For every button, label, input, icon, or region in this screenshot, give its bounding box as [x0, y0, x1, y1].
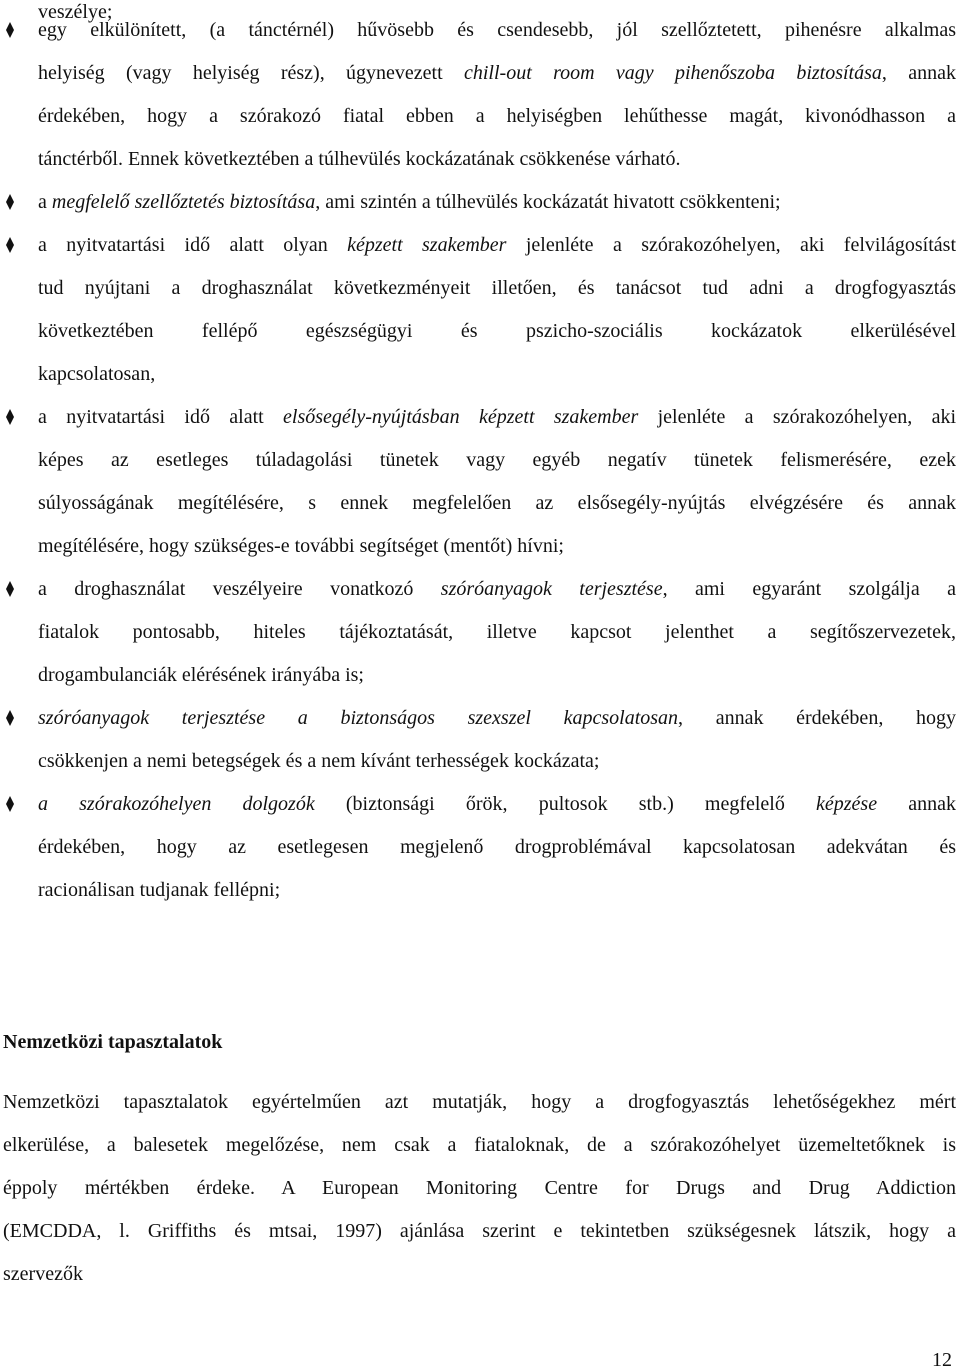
bullet-text-line — [38, 190, 781, 214]
text-span: súlyosságának megítélésére, s ennek megfelelően az elsősegély-nyújtás elvégzésére és annak — [38, 492, 956, 514]
text-span: tánctérből. Ennek következtében a túlhevülés kockázatának csökkenése várható. — [38, 148, 681, 170]
paragraph-line: szervezők — [3, 1263, 83, 1285]
bullet-text-line — [38, 104, 956, 128]
bullet-text-line — [38, 233, 956, 257]
bullet-text-line — [38, 577, 956, 601]
text-span: képes az esetleges túladagolási tünetek vagy egyéb negatív tünetek felismerésére, ezek — [38, 449, 956, 471]
bullet-text-line — [38, 534, 564, 558]
intro-line: veszélye; — [38, 1, 113, 23]
bullet-text-line — [38, 620, 956, 644]
diamond-bullet-icon — [5, 581, 15, 597]
bullet-text-line — [38, 706, 956, 730]
text-span: racionálisan tudjanak fellépni; — [38, 879, 281, 901]
bullet-text-line — [38, 18, 956, 42]
text-span: megítélésére, hogy szükséges-e további segítséget (mentőt) hívni; — [38, 535, 564, 557]
text-span: drogambulanciák elérésének irányába is; — [38, 664, 364, 686]
bullet-text-line — [38, 362, 155, 386]
text-span: érdekében, hogy az esetlegesen megjelenő drogproblémával kapcsolatosan adekvátan és — [38, 836, 956, 858]
bullet-text-line — [38, 491, 956, 515]
diamond-bullet-icon — [5, 194, 15, 210]
bullet-text-line — [38, 276, 956, 300]
text-span: jelenléte a szórakozóhelyen, aki felvilágosítást — [506, 234, 956, 256]
emphasis-text: elsősegély-nyújtásban képzett szakember — [283, 406, 639, 428]
text-span: annak — [877, 793, 956, 815]
bullet-text-line — [38, 405, 956, 429]
emphasis-text: szóróanyagok terjesztése a biztonságos szexszel kapcsolatosan — [38, 707, 679, 729]
diamond-bullet-icon — [5, 409, 15, 425]
text-span: a nyitvatartási idő alatt olyan — [38, 234, 348, 256]
paragraph-line: éppoly mértékben érdeke. A European Monitoring Centre for Drugs and Drug Addiction — [3, 1177, 956, 1199]
text-span: tud nyújtani a droghasználat következményeit illetően, és tanácsot tud adni a drogfogyasztás — [38, 277, 956, 299]
text-span: , annak — [881, 62, 956, 84]
diamond-bullet-icon — [5, 22, 15, 38]
diamond-bullet-icon — [5, 796, 15, 812]
text-span: következtében fellépő egészségügyi és pszicho-szociális kockázatok elkerülésével — [38, 320, 956, 342]
diamond-bullet-icon — [5, 237, 15, 253]
bullet-text-line — [38, 749, 599, 773]
section-heading: Nemzetközi tapasztalatok — [3, 1031, 223, 1053]
text-span: , ami egyaránt szolgálja a — [662, 578, 956, 600]
text-span: a droghasználat veszélyeire vonatkozó — [38, 578, 441, 600]
text-span: fiatalok pontosabb, hiteles tájékoztatását, illetve kapcsot jelenthet a segítőszervezetek, — [38, 621, 956, 643]
paragraph-line: Nemzetközi tapasztalatok egyértelműen azt mutatják, hogy a drogfogyasztás lehetőségekhez mért — [3, 1091, 956, 1113]
text-span: a nyitvatartási idő alatt — [38, 406, 284, 428]
text-span: jelenléte a szórakozóhelyen, aki — [638, 406, 957, 428]
text-span: a — [38, 191, 52, 213]
bullet-text-line — [38, 878, 280, 902]
paragraph-line: (EMCDDA, l. Griffiths és mtsai, 1997) ajánlása szerint e tekintetben szükségesnek látszik, hogy a — [3, 1220, 956, 1242]
bullet-text-line — [38, 319, 956, 343]
emphasis-text: a szórakozóhelyen dolgozók — [38, 793, 315, 815]
text-span: csökkenjen a nemi betegségek és a nem kívánt terhességek kockázata; — [38, 750, 600, 772]
text-span: kapcsolatosan, — [38, 363, 156, 385]
bullet-text-line — [38, 61, 956, 85]
page-number: 12 — [932, 1349, 952, 1371]
diamond-bullet-icon — [5, 710, 15, 726]
bullet-text-line — [38, 835, 956, 859]
emphasis-text: chill-out room vagy pihenőszoba biztosítása — [463, 62, 882, 84]
emphasis-text: képzett szakember — [347, 234, 507, 256]
bullet-text-line — [38, 792, 956, 816]
text-span: helyiség (vagy helyiség rész), úgynevezett — [38, 62, 464, 84]
emphasis-text: képzése — [816, 793, 878, 815]
bullet-text-line — [38, 147, 681, 171]
text-span: (biztonsági őrök, pultosok stb.) megfelelő — [314, 793, 816, 815]
emphasis-text: szóróanyagok terjesztése — [440, 578, 663, 600]
bullet-text-line — [38, 663, 364, 687]
text-span: , annak érdekében, hogy — [678, 707, 956, 729]
bullet-text-line — [38, 448, 956, 472]
text-span: egy elkülönített, (a tánctérnél) hűvösebb és csendesebb, jól szellőztetett, pihenésre alkalmas — [38, 19, 956, 41]
text-span: érdekében, hogy a szórakozó fiatal ebben a helyiségben lehűthesse magát, kivonódhasson a — [38, 105, 956, 127]
text-span: , ami szintén a túlhevülés kockázatát hivatott csökkenteni; — [315, 191, 781, 213]
emphasis-text: megfelelő szellőztetés biztosítása — [51, 191, 316, 213]
paragraph-line: elkerülése, a balesetek megelőzése, nem csak a fiataloknak, de a szórakozóhelyet üzemeltetőknek is — [3, 1134, 956, 1156]
